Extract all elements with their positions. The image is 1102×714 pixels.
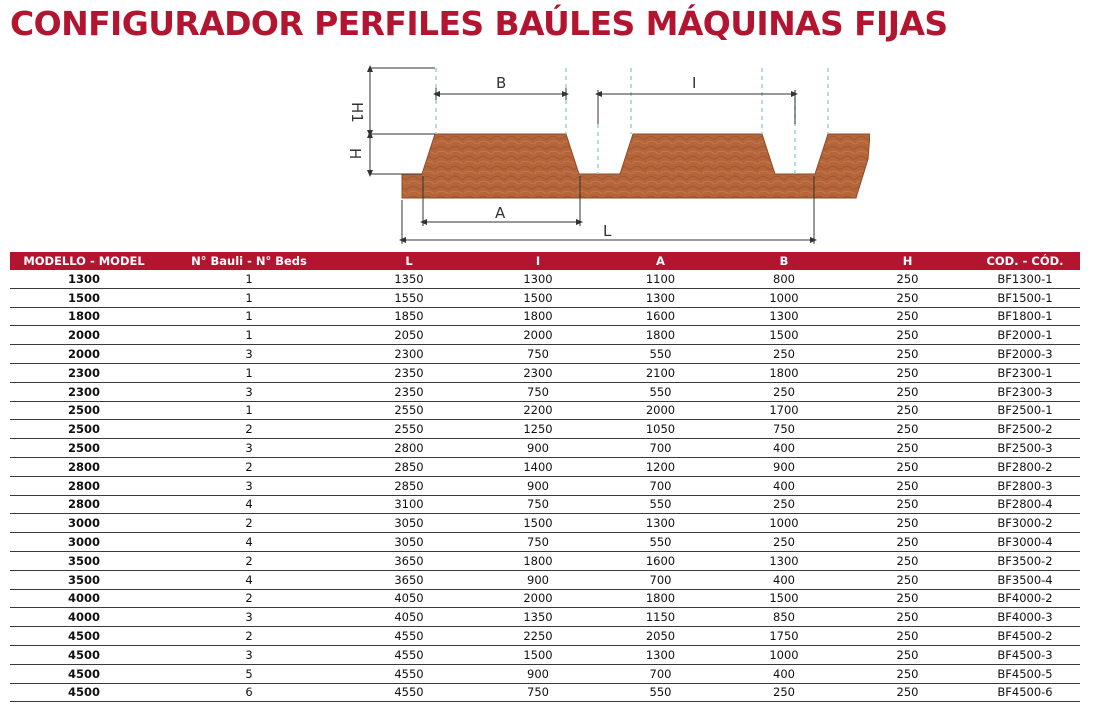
cell-model: 1800: [10, 307, 158, 326]
cell-code: BF2500-2: [970, 420, 1080, 439]
cell-H: 250: [845, 533, 970, 552]
table-row: [10, 363, 1080, 382]
cell-beds: 2: [158, 514, 340, 533]
cell-model: 1500: [10, 288, 158, 307]
cell-I: 1800: [478, 551, 598, 570]
cell-code: BF2500-1: [970, 401, 1080, 420]
cell-I: 750: [478, 533, 598, 552]
cell-H: 250: [845, 645, 970, 664]
cell-code: BF4000-3: [970, 608, 1080, 627]
cell-A: 1300: [598, 514, 723, 533]
cell-H: 250: [845, 457, 970, 476]
table-row: [10, 420, 1080, 439]
table-row: [10, 270, 1080, 288]
cell-H: 250: [845, 664, 970, 683]
cell-I: 2300: [478, 363, 598, 382]
cell-I: 2200: [478, 401, 598, 420]
table-row: [10, 401, 1080, 420]
cell-A: 2100: [598, 363, 723, 382]
cell-beds: 4: [158, 533, 340, 552]
cell-L: 2550: [340, 401, 478, 420]
cell-beds: 1: [158, 363, 340, 382]
cell-A: 1150: [598, 608, 723, 627]
cell-I: 1400: [478, 457, 598, 476]
cell-I: 900: [478, 476, 598, 495]
cell-A: 700: [598, 476, 723, 495]
col-H: H: [845, 252, 970, 270]
table-row: [10, 570, 1080, 589]
cell-code: BF4000-2: [970, 589, 1080, 608]
cell-code: BF2000-3: [970, 345, 1080, 364]
cell-I: 2000: [478, 326, 598, 345]
cell-code: BF3000-4: [970, 533, 1080, 552]
table-row: [10, 683, 1080, 702]
cell-model: 1300: [10, 270, 158, 288]
cell-code: BF2800-4: [970, 495, 1080, 514]
cell-code: BF4500-3: [970, 645, 1080, 664]
cell-beds: 2: [158, 457, 340, 476]
cell-I: 750: [478, 345, 598, 364]
cell-H: 250: [845, 270, 970, 288]
cell-H: 250: [845, 608, 970, 627]
cell-H: 250: [845, 363, 970, 382]
cell-B: 400: [723, 664, 845, 683]
table-row: [10, 514, 1080, 533]
cell-H: 250: [845, 326, 970, 345]
cell-L: 2050: [340, 326, 478, 345]
cell-beds: 2: [158, 420, 340, 439]
cell-model: 3000: [10, 514, 158, 533]
cell-I: 750: [478, 495, 598, 514]
cell-H: 250: [845, 420, 970, 439]
foam-profile-shape: [402, 134, 870, 198]
cell-L: 3650: [340, 570, 478, 589]
cell-A: 1050: [598, 420, 723, 439]
cell-L: 3100: [340, 495, 478, 514]
cell-L: 4550: [340, 683, 478, 702]
table-row: [10, 589, 1080, 608]
cell-B: 1300: [723, 307, 845, 326]
cell-beds: 2: [158, 551, 340, 570]
cell-B: 800: [723, 270, 845, 288]
cell-L: 4550: [340, 645, 478, 664]
cell-B: 1000: [723, 288, 845, 307]
cell-H: 250: [845, 495, 970, 514]
cell-code: BF1500-1: [970, 288, 1080, 307]
cell-B: 1700: [723, 401, 845, 420]
table-row: [10, 382, 1080, 401]
cell-beds: 2: [158, 589, 340, 608]
cell-A: 1600: [598, 307, 723, 326]
cell-A: 2000: [598, 401, 723, 420]
table-row: [10, 551, 1080, 570]
cell-I: 750: [478, 382, 598, 401]
label-I: I: [692, 74, 697, 92]
cell-L: 2550: [340, 420, 478, 439]
cell-B: 1500: [723, 589, 845, 608]
cell-H: 250: [845, 288, 970, 307]
label-H: H: [346, 148, 364, 160]
cell-L: 1850: [340, 307, 478, 326]
cell-A: 700: [598, 439, 723, 458]
cell-beds: 1: [158, 326, 340, 345]
col-I: I: [478, 252, 598, 270]
cell-L: 2800: [340, 439, 478, 458]
cell-H: 250: [845, 627, 970, 646]
table-row: [10, 533, 1080, 552]
cell-B: 250: [723, 495, 845, 514]
cell-H: 250: [845, 382, 970, 401]
table-body: [10, 270, 1080, 702]
cell-I: 1800: [478, 307, 598, 326]
cell-H: 250: [845, 514, 970, 533]
cell-H: 250: [845, 345, 970, 364]
col-model: MODELLO - MODEL: [10, 252, 158, 270]
cell-code: BF4500-6: [970, 683, 1080, 702]
cell-A: 550: [598, 683, 723, 702]
cell-code: BF4500-2: [970, 627, 1080, 646]
cell-A: 550: [598, 495, 723, 514]
cell-L: 3050: [340, 514, 478, 533]
table-header: [10, 252, 1080, 270]
cell-model: 3000: [10, 533, 158, 552]
col-code: COD. - CÓD.: [970, 252, 1080, 270]
cell-B: 400: [723, 570, 845, 589]
cell-B: 400: [723, 439, 845, 458]
cell-A: 1300: [598, 645, 723, 664]
table-row: [10, 627, 1080, 646]
cell-A: 2050: [598, 627, 723, 646]
cell-L: 4550: [340, 664, 478, 683]
cell-I: 1500: [478, 514, 598, 533]
cell-H: 250: [845, 401, 970, 420]
table-row: [10, 345, 1080, 364]
cell-L: 3650: [340, 551, 478, 570]
cell-I: 1300: [478, 270, 598, 288]
cell-A: 550: [598, 345, 723, 364]
cell-model: 2300: [10, 363, 158, 382]
cell-B: 400: [723, 476, 845, 495]
cell-B: 750: [723, 420, 845, 439]
cell-model: 4000: [10, 608, 158, 627]
cell-L: 1350: [340, 270, 478, 288]
table-row: [10, 664, 1080, 683]
cell-A: 1800: [598, 589, 723, 608]
cell-A: 1800: [598, 326, 723, 345]
models-table: [10, 252, 1080, 702]
cell-B: 1500: [723, 326, 845, 345]
cell-L: 4050: [340, 589, 478, 608]
cell-H: 250: [845, 307, 970, 326]
cell-model: 2800: [10, 476, 158, 495]
col-beds: N° Bauli - N° Beds: [158, 252, 340, 270]
table-row: [10, 439, 1080, 458]
cell-B: 1000: [723, 645, 845, 664]
cell-I: 1350: [478, 608, 598, 627]
cell-B: 250: [723, 533, 845, 552]
profile-diagram: [340, 64, 870, 250]
cell-B: 1000: [723, 514, 845, 533]
label-B: B: [496, 74, 507, 92]
cell-model: 3500: [10, 551, 158, 570]
table-row: [10, 608, 1080, 627]
cell-H: 250: [845, 570, 970, 589]
cell-B: 250: [723, 382, 845, 401]
cell-I: 1250: [478, 420, 598, 439]
cell-model: 2000: [10, 326, 158, 345]
cell-code: BF2300-3: [970, 382, 1080, 401]
cell-beds: 1: [158, 401, 340, 420]
table-row: [10, 457, 1080, 476]
cell-beds: 3: [158, 345, 340, 364]
cell-model: 4500: [10, 645, 158, 664]
table-row: [10, 307, 1080, 326]
cell-code: BF2800-2: [970, 457, 1080, 476]
cell-A: 1100: [598, 270, 723, 288]
cell-I: 900: [478, 439, 598, 458]
cell-A: 550: [598, 533, 723, 552]
cell-I: 1500: [478, 645, 598, 664]
col-A: A: [598, 252, 723, 270]
profile-drawing: [340, 64, 870, 250]
cell-code: BF1800-1: [970, 307, 1080, 326]
cell-B: 250: [723, 345, 845, 364]
cell-beds: 3: [158, 439, 340, 458]
cell-beds: 1: [158, 288, 340, 307]
cell-B: 250: [723, 683, 845, 702]
cell-L: 2350: [340, 382, 478, 401]
col-B: B: [723, 252, 845, 270]
cell-I: 750: [478, 683, 598, 702]
cell-code: BF2300-1: [970, 363, 1080, 382]
cell-model: 2500: [10, 420, 158, 439]
cell-H: 250: [845, 439, 970, 458]
cell-beds: 4: [158, 570, 340, 589]
cell-model: 2800: [10, 457, 158, 476]
page-title: CONFIGURADOR PERFILES BAÚLES MÁQUINAS FIJAS: [10, 4, 948, 43]
label-A: A: [495, 204, 506, 222]
cell-A: 1200: [598, 457, 723, 476]
cell-beds: 3: [158, 608, 340, 627]
cell-model: 4500: [10, 627, 158, 646]
cell-A: 700: [598, 664, 723, 683]
cell-I: 1500: [478, 288, 598, 307]
table-row: [10, 495, 1080, 514]
cell-H: 250: [845, 476, 970, 495]
cell-code: BF2500-3: [970, 439, 1080, 458]
cell-L: 4550: [340, 627, 478, 646]
cell-model: 2500: [10, 401, 158, 420]
table-row: [10, 476, 1080, 495]
cell-beds: 4: [158, 495, 340, 514]
cell-model: 2500: [10, 439, 158, 458]
cell-A: 1300: [598, 288, 723, 307]
cell-model: 4000: [10, 589, 158, 608]
cell-model: 3500: [10, 570, 158, 589]
cell-beds: 1: [158, 307, 340, 326]
cell-L: 2350: [340, 363, 478, 382]
cell-beds: 3: [158, 645, 340, 664]
cell-B: 1800: [723, 363, 845, 382]
cell-A: 1600: [598, 551, 723, 570]
cell-L: 3050: [340, 533, 478, 552]
cell-B: 1750: [723, 627, 845, 646]
cell-beds: 5: [158, 664, 340, 683]
cell-B: 850: [723, 608, 845, 627]
cell-code: BF3500-4: [970, 570, 1080, 589]
cell-beds: 2: [158, 627, 340, 646]
cell-I: 900: [478, 570, 598, 589]
cell-B: 1300: [723, 551, 845, 570]
cell-A: 700: [598, 570, 723, 589]
cell-beds: 3: [158, 382, 340, 401]
cell-code: BF4500-5: [970, 664, 1080, 683]
cell-beds: 6: [158, 683, 340, 702]
cell-L: 2300: [340, 345, 478, 364]
label-L: L: [603, 222, 612, 240]
cell-model: 4500: [10, 664, 158, 683]
cell-I: 2000: [478, 589, 598, 608]
cell-model: 4500: [10, 683, 158, 702]
col-L: L: [340, 252, 478, 270]
cell-B: 900: [723, 457, 845, 476]
cell-model: 2800: [10, 495, 158, 514]
cell-A: 550: [598, 382, 723, 401]
cell-I: 900: [478, 664, 598, 683]
cell-code: BF3500-2: [970, 551, 1080, 570]
cell-H: 250: [845, 683, 970, 702]
cell-H: 250: [845, 551, 970, 570]
cell-model: 2300: [10, 382, 158, 401]
cell-beds: 1: [158, 270, 340, 288]
cell-code: BF2800-3: [970, 476, 1080, 495]
table-row: [10, 326, 1080, 345]
cell-H: 250: [845, 589, 970, 608]
cell-L: 2850: [340, 457, 478, 476]
cell-model: 2000: [10, 345, 158, 364]
cell-I: 2250: [478, 627, 598, 646]
cell-L: 2850: [340, 476, 478, 495]
cell-beds: 3: [158, 476, 340, 495]
cell-L: 1550: [340, 288, 478, 307]
table-row: [10, 645, 1080, 664]
cell-code: BF1300-1: [970, 270, 1080, 288]
cell-code: BF2000-1: [970, 326, 1080, 345]
table-row: [10, 288, 1080, 307]
cell-code: BF3000-2: [970, 514, 1080, 533]
label-H1: H1: [348, 102, 366, 123]
cell-L: 4050: [340, 608, 478, 627]
